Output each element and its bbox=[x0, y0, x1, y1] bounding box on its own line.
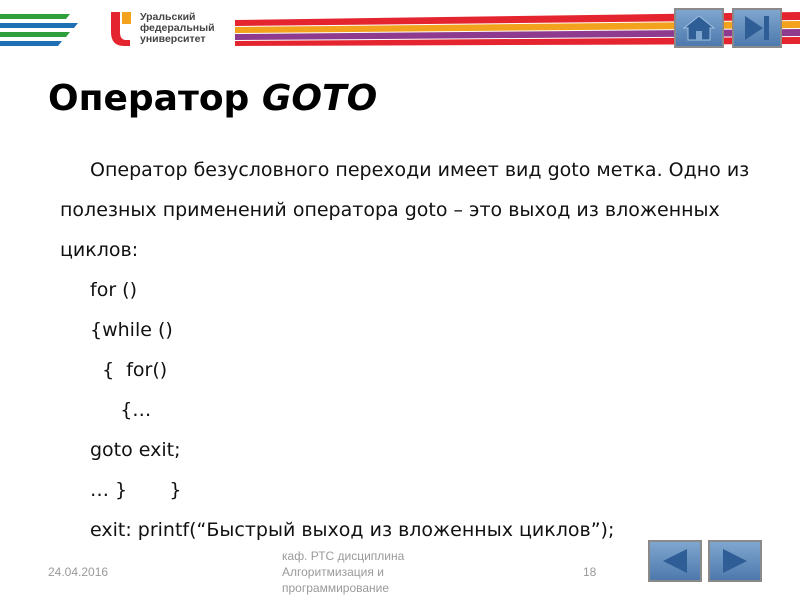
code-line: for () bbox=[90, 279, 137, 301]
previous-slide-button[interactable] bbox=[648, 540, 702, 582]
code-line: goto exit; bbox=[90, 439, 181, 461]
code-line: {while () bbox=[90, 319, 173, 341]
slide-body bbox=[60, 150, 750, 550]
slide-title bbox=[48, 78, 377, 119]
next-slide-button[interactable] bbox=[708, 540, 762, 582]
footer-department-line: Алгоритмизация и bbox=[282, 565, 384, 579]
slide-title-prefix: Оператор bbox=[48, 78, 262, 119]
skip-to-end-button[interactable] bbox=[732, 8, 782, 48]
footer-department-line: каф. РТС дисциплина bbox=[282, 549, 405, 563]
code-line: … } } bbox=[90, 479, 182, 501]
home-icon bbox=[681, 13, 717, 43]
code-line: { for() bbox=[90, 359, 168, 381]
code-block bbox=[60, 270, 750, 550]
slide-title-keyword: GOTO bbox=[261, 78, 378, 119]
university-logo bbox=[108, 10, 215, 48]
university-name-line: университет bbox=[140, 33, 206, 45]
body-paragraph: Оператор безусловного переходи имеет вид goto метка. Одно из полезных применений оператора goto – это выход из вложенных циклов: bbox=[60, 159, 750, 261]
university-name-line: Уральский bbox=[140, 11, 196, 23]
home-button[interactable] bbox=[674, 8, 724, 48]
university-logo-mark-icon bbox=[108, 10, 134, 48]
university-name bbox=[140, 12, 215, 45]
page-number: 18 bbox=[583, 565, 597, 579]
arrow-left-icon bbox=[657, 546, 693, 576]
footer-department-line: программирование bbox=[282, 581, 390, 595]
arrow-right-icon bbox=[717, 546, 753, 576]
skip-to-end-icon bbox=[739, 13, 775, 43]
footer-date: 24.04.2016 bbox=[48, 565, 109, 579]
university-name-line: федеральный bbox=[140, 22, 215, 34]
footer-department bbox=[282, 548, 502, 596]
code-line: exit: printf(“Быстрый выход из вложенных циклов”); bbox=[90, 519, 615, 541]
code-line: {… bbox=[90, 399, 152, 421]
